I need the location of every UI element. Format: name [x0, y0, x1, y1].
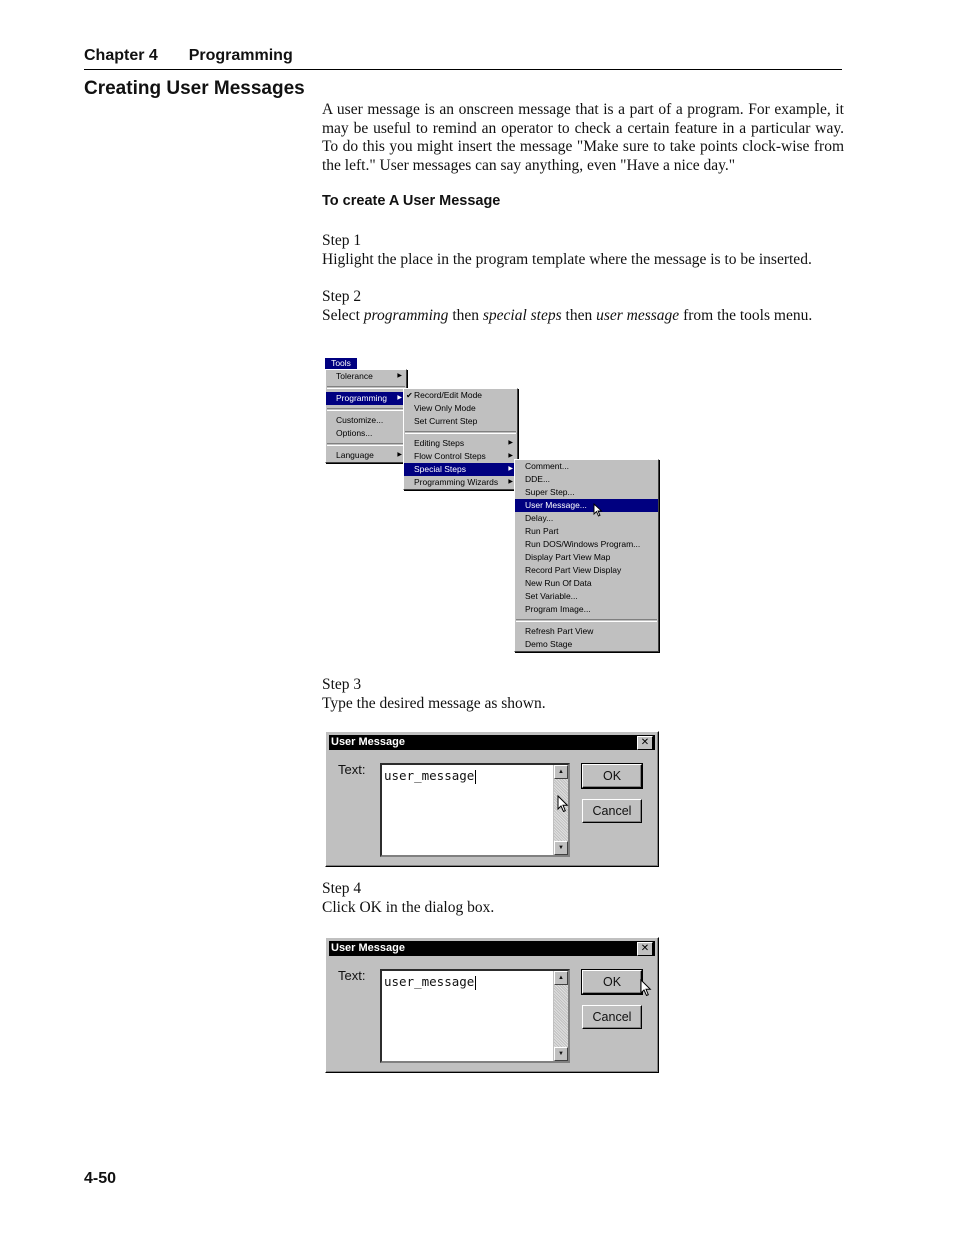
step-3 — [322, 675, 844, 713]
tools-menu — [325, 369, 407, 463]
mouse-cursor-icon — [593, 503, 603, 517]
menu-item-record-edit-mode[interactable]: ✔ Record/Edit Mode — [406, 390, 483, 400]
menu-item-customize[interactable]: Customize... — [336, 415, 384, 425]
menubar-tools[interactable]: Tools — [325, 358, 357, 369]
dialog-title: User Message — [331, 736, 405, 748]
dialog-titlebar — [329, 941, 655, 956]
message-textarea[interactable] — [380, 969, 570, 1063]
text-label: Text: — [338, 968, 366, 983]
user-message-dialog — [325, 731, 659, 867]
close-button[interactable]: ✕ — [637, 942, 653, 956]
submenu-arrow-icon: ▶ — [397, 395, 402, 401]
running-header — [84, 47, 842, 70]
menu-item-tolerance[interactable]: Tolerance ▶ — [336, 371, 402, 381]
step-1 — [322, 231, 844, 269]
menu-item-flow-control-steps[interactable]: Flow Control Steps ▶ — [414, 451, 513, 461]
check-icon: ✔ — [406, 391, 413, 400]
dialog-titlebar — [329, 735, 655, 750]
menu-item-new-run-of-data[interactable]: New Run Of Data — [525, 578, 592, 588]
intro-paragraph: A user message is an onscreen message that is a part of a program. For example, it may be useful to remind an operator to check a certain feature in a particular way. To do this you might insert the message "Make sure to take points clock-wise from the left." User messages can say anything, even "Have a nice day." — [322, 101, 844, 174]
mouse-cursor-icon — [557, 795, 569, 813]
close-button[interactable]: ✕ — [637, 736, 653, 750]
step-label: Step 2 — [322, 288, 362, 305]
scroll-down-icon[interactable]: ▼ — [554, 841, 568, 855]
menu-item-special-steps[interactable]: Special Steps ▶ — [404, 463, 517, 476]
text-label: Text: — [338, 762, 366, 777]
menu-item-run-dos-windows[interactable]: Run DOS/Windows Program... — [525, 539, 641, 549]
menu-item-display-part-view-map[interactable]: Display Part View Map — [525, 552, 611, 562]
ok-button[interactable]: OK — [582, 764, 642, 788]
text-caret — [475, 976, 476, 990]
mouse-cursor-icon — [640, 979, 652, 997]
menu-item-run-part[interactable]: Run Part — [525, 526, 559, 536]
message-value: user_message — [384, 974, 475, 989]
submenu-arrow-icon: ▶ — [508, 479, 513, 485]
menu-item-programming[interactable]: Programming ▶ — [326, 392, 406, 405]
ok-button[interactable]: OK — [582, 970, 642, 994]
step-2 — [322, 287, 844, 325]
special-steps-menu — [514, 459, 659, 652]
menu-item-set-current-step[interactable]: Set Current Step — [414, 416, 478, 426]
programming-menu — [403, 388, 518, 490]
scroll-up-icon[interactable]: ▲ — [554, 765, 568, 779]
scrollbar[interactable] — [553, 971, 568, 1061]
submenu-arrow-icon: ▶ — [397, 373, 402, 379]
step-label: Step 4 — [322, 880, 362, 897]
menu-item-demo-stage[interactable]: Demo Stage — [525, 639, 573, 649]
dialog-title: User Message — [331, 942, 405, 954]
submenu-arrow-icon: ▶ — [508, 440, 513, 446]
chapter-section: Programming — [188, 47, 293, 64]
scroll-up-icon[interactable]: ▲ — [554, 971, 568, 985]
cancel-button[interactable]: Cancel — [582, 799, 642, 823]
message-value: user_message — [384, 768, 475, 783]
menu-item-view-only-mode[interactable]: View Only Mode — [414, 403, 476, 413]
chapter-label: Chapter 4 — [84, 47, 158, 64]
step-label: Step 3 — [322, 676, 362, 693]
menu-item-dde[interactable]: DDE... — [525, 474, 551, 484]
step-text: Select programming then special steps then user message from the tools menu. — [322, 307, 813, 324]
section-title: Creating User Messages — [84, 78, 305, 99]
message-textarea[interactable] — [380, 763, 570, 857]
page-number: 4-50 — [84, 1170, 117, 1187]
subheading: To create A User Message — [322, 193, 501, 209]
submenu-arrow-icon: ▶ — [508, 453, 513, 459]
step-text: Higlight the place in the program template where the message is to be inserted. — [322, 251, 812, 268]
menu-item-options[interactable]: Options... — [336, 428, 373, 438]
menu-item-language[interactable]: Language ▶ — [336, 450, 402, 460]
text-caret — [475, 770, 476, 784]
menu-item-super-step[interactable]: Super Step... — [525, 487, 575, 497]
menu-item-delay[interactable]: Delay... — [525, 513, 554, 523]
user-message-dialog-confirm — [325, 937, 659, 1073]
menu-item-editing-steps[interactable]: Editing Steps ▶ — [414, 438, 513, 448]
menu-item-comment[interactable]: Comment... — [525, 461, 569, 471]
step-text: Click OK in the dialog box. — [322, 899, 495, 916]
menu-item-refresh-part-view[interactable]: Refresh Part View — [525, 626, 594, 636]
menu-item-user-message[interactable]: User Message... — [515, 499, 658, 512]
submenu-arrow-icon: ▶ — [508, 466, 513, 472]
menu-item-programming-wizards[interactable]: Programming Wizards ▶ — [414, 477, 513, 487]
cancel-button[interactable]: Cancel — [582, 1005, 642, 1029]
step-text: Type the desired message as shown. — [322, 695, 546, 712]
step-4 — [322, 879, 844, 917]
step-label: Step 1 — [322, 232, 362, 249]
scroll-down-icon[interactable]: ▼ — [554, 1047, 568, 1061]
menu-item-set-variable[interactable]: Set Variable... — [525, 591, 578, 601]
menu-item-program-image[interactable]: Program Image... — [525, 604, 591, 614]
menu-item-record-part-view-display[interactable]: Record Part View Display — [525, 565, 622, 575]
submenu-arrow-icon: ▶ — [397, 452, 402, 458]
